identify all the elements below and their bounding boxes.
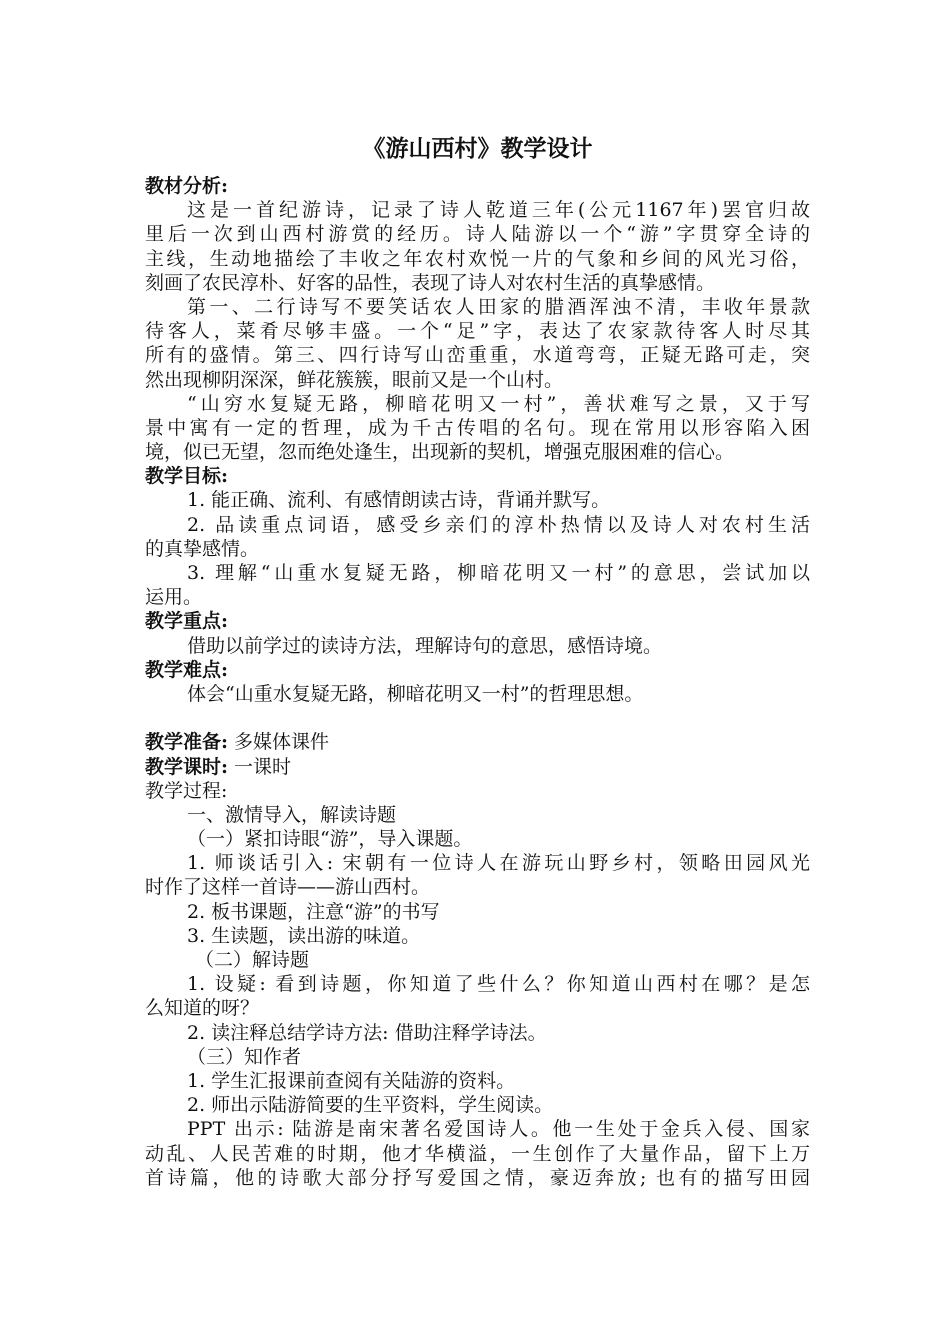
analysis-line: 主线，生动地描绘了丰收之年农村欢悦一片的气象和乡间的风光习俗， xyxy=(145,247,810,270)
heading-prep: 教学准备: xyxy=(145,731,229,754)
heading-goals: 教学目标: xyxy=(145,465,229,488)
goal-item: 2. 品读重点词语，感受乡亲们的淳朴热情以及诗人对农村生活 xyxy=(187,513,810,536)
difficulty-text: 体会“山重水复疑无路，柳暗花明又一村”的哲理思想。 xyxy=(187,682,644,705)
heading-period: 教学课时: xyxy=(145,755,229,778)
heading-process: 教学过程: xyxy=(145,779,228,802)
key-point-text: 借助以前学过的读诗方法，理解诗句的意思，感悟诗境。 xyxy=(187,634,663,657)
heading-difficulty: 教学难点: xyxy=(145,658,229,681)
goal-item: 3. 理解“山重水复疑无路，柳暗花明又一村”的意思，尝试加以 xyxy=(187,562,810,584)
analysis-line: 刻画了农民淳朴、好客的品性，表现了诗人对农村生活的真挚感情。 xyxy=(145,271,716,294)
process-item: 2. 板书课题，注意“游”的书写 xyxy=(187,900,440,923)
ppt-text-line: PPT 出示: 陆游是南宋著名爱国诗人。他一生处于金兵入侵、国家 xyxy=(187,1118,810,1141)
process-item: 么知道的呀？ xyxy=(145,997,260,1020)
process-item: 时作了这样一首诗——游山西村。 xyxy=(145,876,431,899)
ppt-text-line: 动乱、人民苦难的时期，他才华横溢，一生创作了大量作品，留下上万 xyxy=(145,1142,810,1165)
prep-row xyxy=(145,730,810,754)
process-item: 2. 读注释总结学诗方法: 借助注释学诗法。 xyxy=(187,1021,547,1044)
analysis-line: 这是一首纪游诗，记录了诗人乾道三年(公元1167年)罢官归故 xyxy=(187,199,810,222)
analysis-line: 然出现柳阴深深，鲜花簇簇，眼前又是一个山村。 xyxy=(145,368,564,391)
analysis-line: 第一、二行诗写不要笑话农人田家的腊酒浑浊不清，丰收年景款 xyxy=(187,295,810,318)
process-subsection-title: （二）解诗题 xyxy=(195,949,310,971)
analysis-line: 景中寓有一定的哲理，成为千古传唱的名句。现在常用以形容陷入困 xyxy=(145,416,810,439)
heading-analysis: 教材分析: xyxy=(145,175,229,197)
analysis-line: 待客人，菜肴尽够丰盛。一个“足”字，表达了农家款待客人时尽其 xyxy=(145,320,810,343)
ppt-text-line: 首诗篇，他的诗歌大部分抒写爱国之情，豪迈奔放; 也有的描写田园 xyxy=(145,1166,810,1189)
prep-value: 多媒体课件 xyxy=(228,731,330,754)
goal-item: 运用。 xyxy=(145,586,203,609)
analysis-line: “山穷水复疑无路，柳暗花明又一村”，善状难写之景，又于写 xyxy=(187,392,810,415)
heading-key-point: 教学重点: xyxy=(145,610,229,633)
period-value: 一课时 xyxy=(228,755,292,778)
analysis-line: 所有的盛情。第三、四行诗写山峦重重，水道弯弯，正疑无路可走，突 xyxy=(145,344,810,367)
page-title: 《游山西村》教学设计 xyxy=(362,135,593,162)
document-body xyxy=(145,130,810,1190)
period-row xyxy=(145,755,810,779)
process-subsection-title: （一）紧扣诗眼“游”，导入课题。 xyxy=(187,828,473,851)
goal-item: 的真挚感情。 xyxy=(145,537,260,560)
process-item: 1. 设疑: 看到诗题，你知道了些什么？你知道山西村在哪？是怎 xyxy=(187,973,810,996)
process-item: 3. 生读题，读出游的味道。 xyxy=(187,924,421,947)
process-subsection-title: （三）知作者 xyxy=(187,1045,302,1068)
spacer xyxy=(145,706,810,730)
process-item: 1. 学生汇报课前查阅有关陆游的资料。 xyxy=(187,1069,516,1092)
analysis-line: 境，似已无望，忽而绝处逢生，出现新的契机，增强克服困难的信心。 xyxy=(145,441,735,464)
analysis-line: 里后一次到山西村游赏的经历。诗人陆游以一个“游”字贯穿全诗的 xyxy=(145,223,810,246)
process-item: 1. 师谈话引入: 宋朝有一位诗人在游玩山野乡村，领略田园风光 xyxy=(187,852,810,875)
goal-item: 1. 能正确、流利、有感情朗读古诗，背诵并默写。 xyxy=(187,489,611,512)
process-section-title: 一、激情导入，解读诗题 xyxy=(187,803,397,826)
process-item: 2. 师出示陆游简要的生平资料，学生阅读。 xyxy=(187,1094,554,1117)
